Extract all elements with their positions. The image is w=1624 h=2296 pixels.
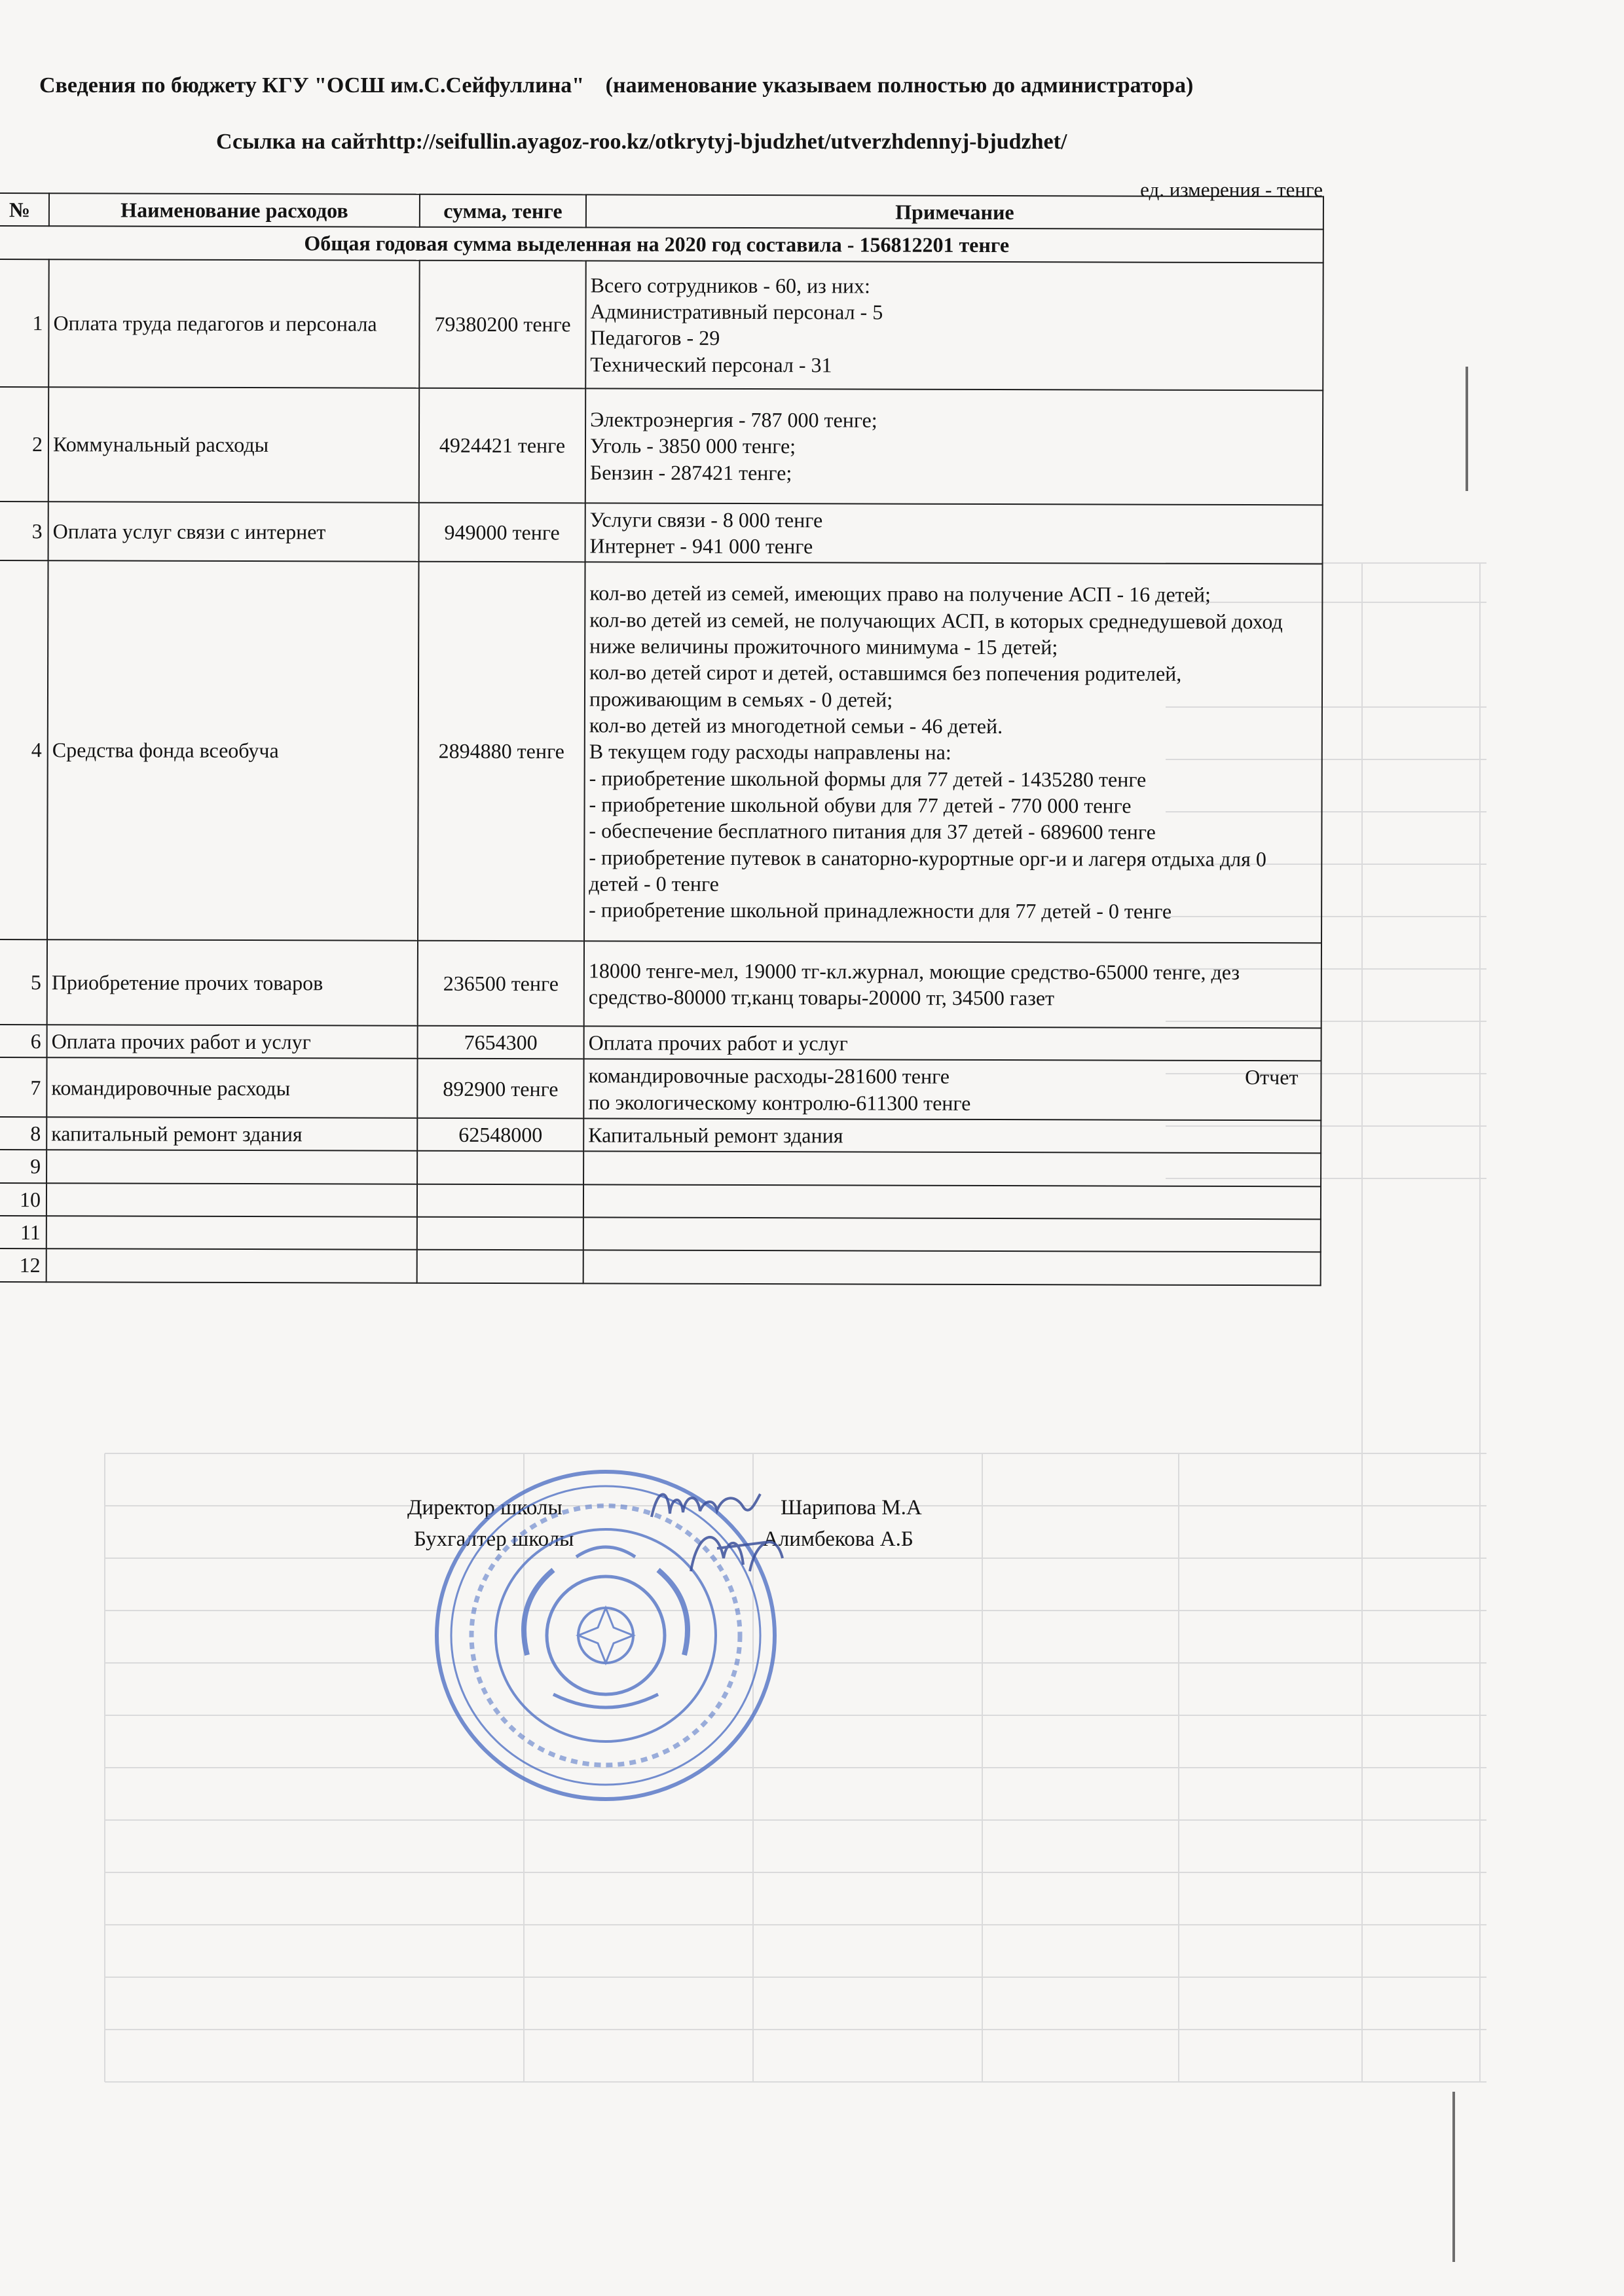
- total-cell: Общая годовая сумма выделенная на 2020 год составила - 156812201 тенге: [0, 226, 1323, 263]
- empty-cell: [583, 1152, 1321, 1186]
- empty-cell: [583, 1184, 1321, 1219]
- note-line: кол-во детей сирот и детей, оставшимся без попечения родителей, проживающим в семьях - 0 детей;: [589, 660, 1182, 712]
- row-number: 9: [0, 1150, 46, 1183]
- director-name: Шарипова М.А: [781, 1496, 922, 1520]
- expense-sum: 4924421 тенге: [419, 388, 585, 503]
- expense-sum: 2894880 тенге: [418, 562, 585, 941]
- expense-name: командировочные расходы: [46, 1058, 417, 1118]
- site-link: Ссылка на сайтhttp://seifullin.ayagoz-roo.kz/otkrytyj-bjudzhet/utverzhdennyj-bjudzhet/: [216, 130, 1067, 154]
- note-line: кол-во детей из семей, не получающих АСП, в которых среднедушевой доход ниже величины прожиточного минимума - 15 детей;: [589, 608, 1283, 659]
- note-line: 18000 тенге-мел, 19000 тг-кл.журнал, моющие средство-65000 тенге, дез средство-80000 тг,канц товары-20000 тг, 34500 газет: [588, 958, 1240, 1010]
- row-number: 5: [0, 939, 47, 1025]
- expense-sum: 236500 тенге: [418, 940, 584, 1026]
- scan-artifact-line: [1452, 2092, 1455, 2262]
- note-line: Капитальный ремонт здания: [588, 1123, 843, 1148]
- expense-name: капитальный ремонт здания: [46, 1117, 417, 1151]
- expense-sum: 7654300: [418, 1026, 584, 1059]
- empty-cell: [417, 1217, 583, 1250]
- expense-sum: 892900 тенге: [417, 1059, 583, 1118]
- col-header-note: Примечание: [586, 194, 1323, 229]
- table-row: [0, 387, 1323, 505]
- expense-sum: 62548000: [417, 1118, 583, 1152]
- empty-table-row: [0, 1150, 1321, 1186]
- note-line: Интернет - 941 000 тенге: [589, 534, 813, 558]
- document-title: [39, 73, 1349, 98]
- expense-note: [583, 1059, 1321, 1121]
- accountant-signature: [678, 1519, 789, 1584]
- note-line: кол-во детей из семей, имеющих право на получение АСП - 16 детей;: [589, 581, 1211, 607]
- col-header-sum: сумма, тенге: [420, 194, 586, 228]
- expense-note: [584, 1027, 1321, 1061]
- note-line: - приобретение школьной обуви для 77 детей - 770 000 тенге: [589, 792, 1132, 818]
- note-line: по экологическому контролю-611300 тенге: [588, 1090, 971, 1115]
- title-main: Сведения по бюджету КГУ "ОСШ им.С.Сейфуллина": [39, 73, 585, 98]
- row-number: 8: [0, 1117, 46, 1150]
- note-line: Педагогов - 29: [590, 325, 720, 350]
- expense-name: Оплата услуг связи с интернет: [48, 501, 419, 562]
- row-number: 4: [0, 560, 48, 939]
- accountant-label: Бухгалтер школы: [414, 1527, 574, 1551]
- expense-name: Оплата труда педагогов и персонала: [48, 259, 420, 388]
- table-header-row: [0, 193, 1323, 230]
- row-number: 12: [0, 1248, 46, 1282]
- row-number: 11: [0, 1216, 46, 1249]
- total-row: [0, 226, 1323, 263]
- col-header-name: Наименование расходов: [49, 193, 420, 227]
- empty-cell: [583, 1217, 1321, 1252]
- expense-note: [584, 941, 1321, 1029]
- note-line: - приобретение путевок в санаторно-курортные орг-и и лагеря отдыха для 0 детей - 0 тенге: [589, 845, 1266, 896]
- row-number: 10: [0, 1183, 46, 1216]
- empty-table-row: [0, 1183, 1321, 1220]
- empty-cell: [417, 1151, 583, 1184]
- budget-table: [0, 192, 1324, 1286]
- empty-cell: [46, 1183, 417, 1217]
- note-line: Всего сотрудников - 60, из них:: [590, 273, 870, 298]
- empty-cell: [46, 1216, 417, 1250]
- empty-cell: [417, 1250, 583, 1283]
- row-number: 7: [0, 1057, 47, 1117]
- expense-note: [585, 388, 1323, 505]
- note-line: Бензин - 287421 тенге;: [589, 460, 792, 484]
- title-note: (наименование указываем полностью до администратора): [605, 73, 1194, 98]
- note-line: - приобретение школьной принадлежности для 77 детей - 0 тенге: [589, 898, 1172, 923]
- expense-note: [584, 562, 1323, 943]
- table-row: [0, 560, 1323, 942]
- table-row: [0, 939, 1321, 1028]
- expense-note: [583, 1118, 1321, 1153]
- note-line: В текущем году расходы направлены на:: [589, 739, 951, 765]
- expense-name: Коммунальный расходы: [48, 387, 419, 502]
- table-row: [0, 1117, 1321, 1154]
- expense-note: [585, 261, 1323, 390]
- expense-name: Оплата прочих работ и услуг: [47, 1025, 418, 1059]
- expense-name: Средства фонда всеобуча: [47, 561, 419, 941]
- note-line: Оплата прочих работ и услуг: [588, 1030, 848, 1055]
- col-header-num: №: [0, 193, 49, 227]
- row-number: 6: [0, 1025, 47, 1058]
- accountant-name: Алимбекова А.Б: [763, 1527, 913, 1551]
- note-line: - обеспечение бесплатного питания для 37 детей - 689600 тенге: [589, 818, 1156, 844]
- table-row: [0, 259, 1323, 391]
- empty-table-row: [0, 1216, 1321, 1252]
- table-row: [0, 1025, 1321, 1061]
- director-label: Директор школы: [407, 1496, 563, 1520]
- note-line: Электроэнергия - 787 000 тенге;: [590, 407, 877, 432]
- empty-cell: [417, 1184, 583, 1217]
- expense-sum: 949000 тенге: [419, 503, 585, 562]
- table-row: [0, 1057, 1321, 1120]
- note-line: Услуги связи - 8 000 тенге: [589, 507, 823, 532]
- note-line: командировочные расходы-281600 тенге: [588, 1063, 950, 1089]
- empty-cell: [46, 1249, 417, 1283]
- note-line: Административный персонал - 5: [590, 299, 883, 324]
- row-number: 3: [0, 501, 48, 561]
- note-line: Уголь - 3850 000 тенге;: [589, 433, 796, 458]
- report-label: Отчет: [1245, 1065, 1299, 1089]
- units-label: ед. измерения - тенге: [1140, 178, 1323, 201]
- empty-table-row: [0, 1248, 1321, 1285]
- note-line: кол-во детей из многодетной семьи - 46 детей.: [589, 713, 1003, 738]
- empty-cell: [46, 1150, 417, 1184]
- empty-cell: [583, 1250, 1321, 1285]
- note-line: Технический персонал - 31: [590, 352, 832, 376]
- row-number: 1: [0, 259, 49, 387]
- expense-name: Приобретение прочих товаров: [47, 939, 418, 1026]
- row-number: 2: [0, 387, 48, 501]
- note-line: - приобретение школьной формы для 77 детей - 1435280 тенге: [589, 766, 1147, 792]
- expense-note: [585, 503, 1323, 564]
- scan-artifact-line: [1466, 367, 1468, 491]
- expense-sum: 79380200 тенге: [419, 260, 586, 388]
- table-row: [0, 501, 1323, 564]
